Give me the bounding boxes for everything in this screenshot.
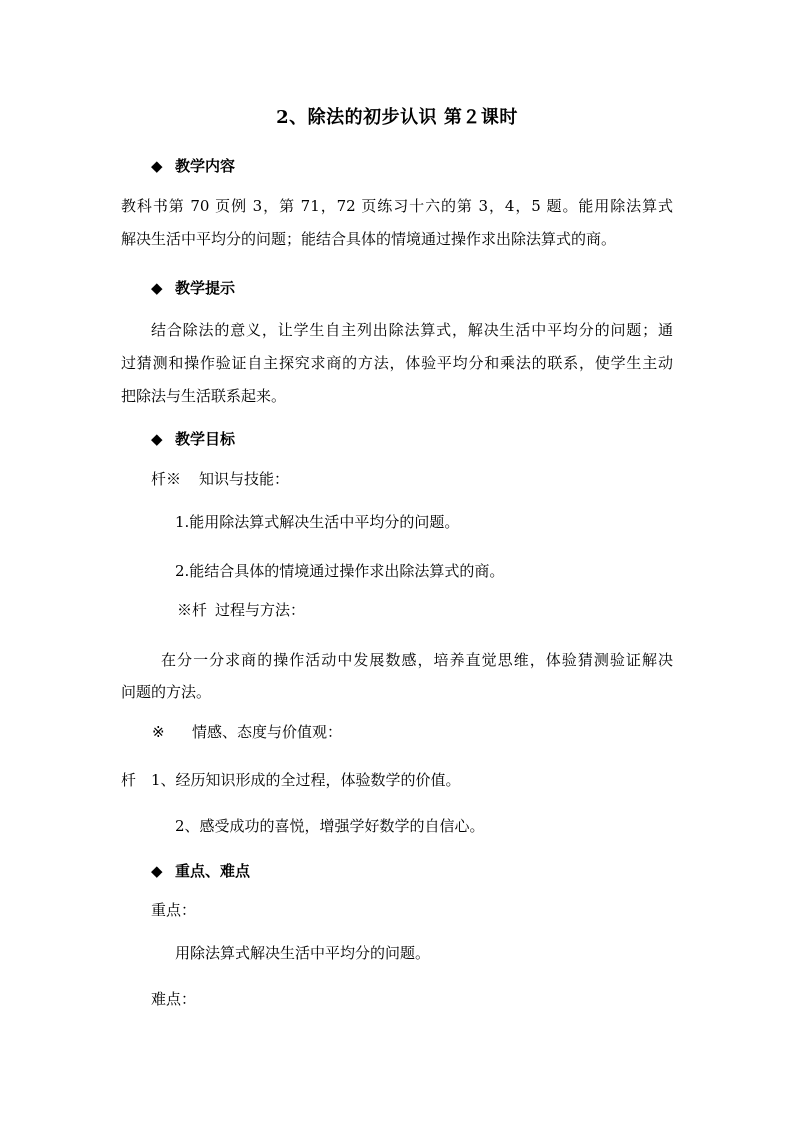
bullet-diamond-icon: ◆ [151, 862, 163, 880]
section-heading-key-points-text: 重点、难点 [175, 862, 251, 880]
section-heading-goals [151, 429, 235, 449]
content-paragraph-line-2: 解决生活中平均分的问题；能结合具体的情境通过操作求出除法算式的商。 [121, 230, 617, 248]
section-heading-content [151, 156, 235, 176]
section-heading-tips-text: 教学提示 [175, 279, 236, 297]
attitude-values-label: 情感、态度与价值观： [192, 723, 343, 741]
difficult-point-label: 难点： [151, 990, 197, 1008]
process-methods-row [177, 600, 305, 620]
section-heading-content-text: 教学内容 [175, 157, 236, 175]
symbol-mark: ※杄 [177, 601, 208, 619]
section-heading-goals-text: 教学目标 [175, 430, 236, 448]
process-paragraph-line-2: 问题的方法。 [121, 683, 212, 701]
bullet-diamond-icon: ◆ [151, 430, 163, 448]
process-paragraph-line-1: 在分一分求商的操作活动中发展数感，培养直觉思维，体验猜测验证解决 [161, 651, 673, 669]
content-paragraph-line-1: 教科书第 70 页例 3，第 71，72 页练习十六的第 3，4，5 题。能用除法算式 [121, 197, 673, 215]
bullet-diamond-icon: ◆ [151, 157, 163, 175]
tips-paragraph-line-1: 结合除法的意义，让学生自主列出除法算式，解决生活中平均分的问题；通 [151, 321, 673, 339]
symbol-mark: 杄※ [151, 470, 182, 488]
attitude-item-2: 2、感受成功的喜悦，增强学好数学的自信心。 [175, 817, 485, 835]
attitude-item-1: 1、经历知识形成的全过程，体验数学的价值。 [151, 771, 461, 789]
knowledge-item-2: 2.能结合具体的情境通过操作求出除法算式的商。 [175, 562, 505, 580]
section-heading-key-points [151, 861, 250, 881]
key-point-label: 重点： [151, 901, 197, 919]
knowledge-skills-row [151, 469, 289, 489]
symbol-mark: 杄 [121, 771, 137, 789]
attitude-values-row [152, 722, 342, 742]
document-title: 2、除法的初步认识 第２课时 [276, 107, 518, 128]
tips-paragraph-line-2: 过猜测和操作验证自主探究求商的方法，体验平均分和乘法的联系，使学生主动 [121, 354, 673, 372]
tips-paragraph-line-3: 把除法与生活联系起来。 [121, 387, 287, 405]
knowledge-skills-label: 知识与技能： [199, 470, 290, 488]
knowledge-item-1: 1.能用除法算式解决生活中平均分的问题。 [175, 513, 460, 531]
key-point-text: 用除法算式解决生活中平均分的问题。 [175, 944, 431, 962]
process-methods-label: 过程与方法： [215, 601, 306, 619]
section-heading-tips [151, 278, 235, 298]
bullet-diamond-icon: ◆ [151, 279, 163, 297]
attitude-item-1-row [121, 770, 461, 790]
symbol-mark: ※ [152, 723, 165, 741]
